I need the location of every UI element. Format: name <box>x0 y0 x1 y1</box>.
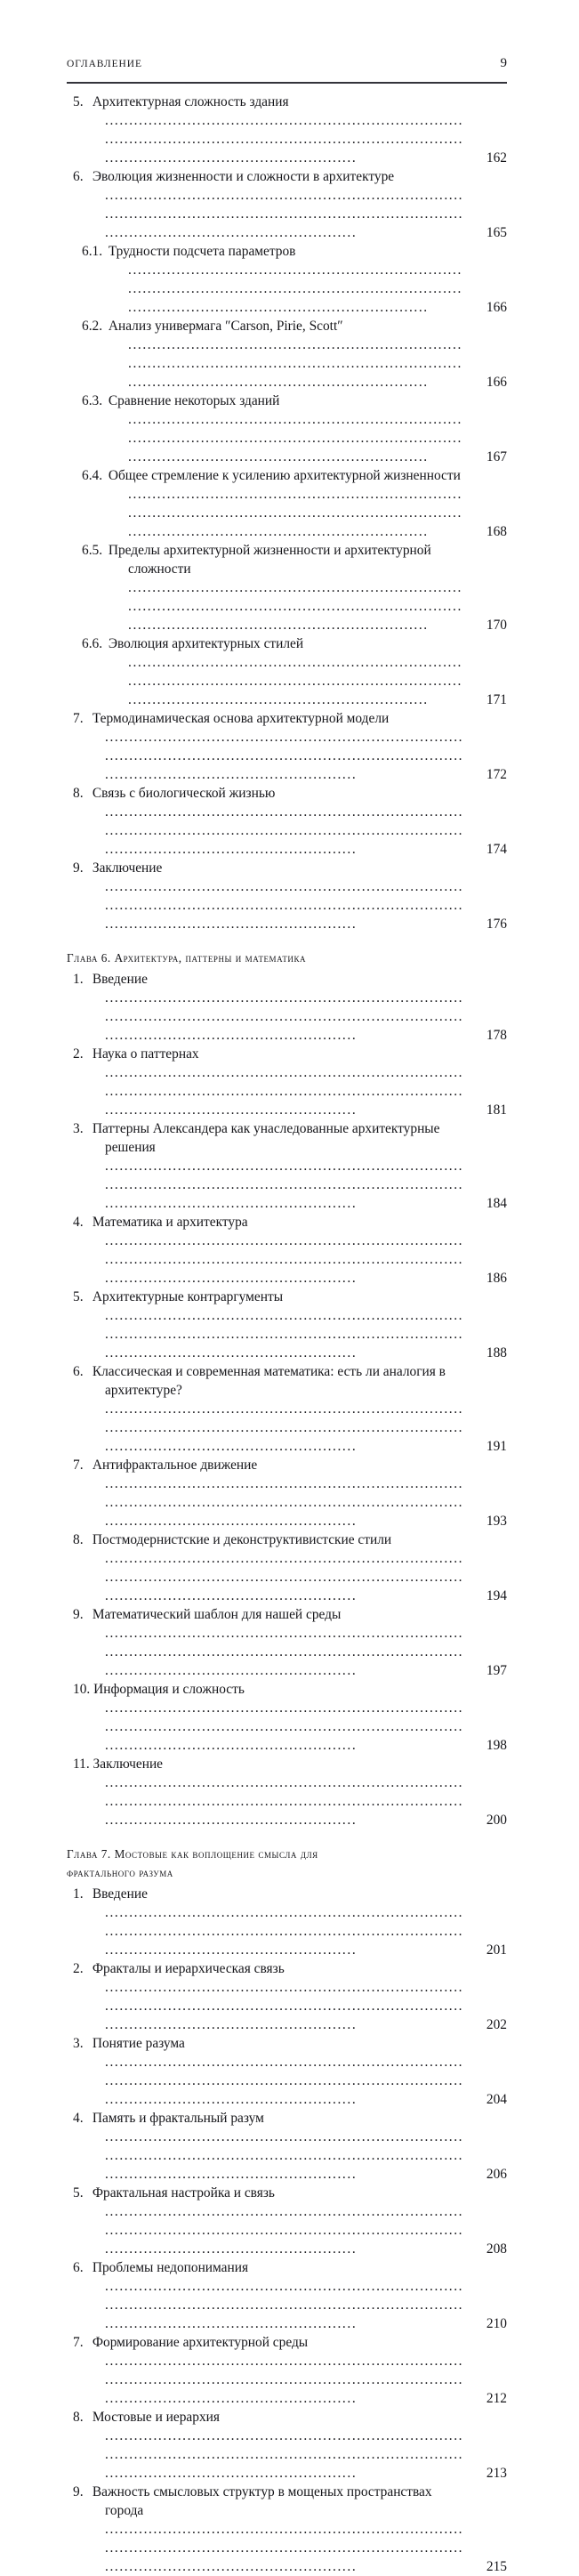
toc-entry-title: Математика и архитектура <box>92 1215 248 1230</box>
toc-leader-dots: ........................................................................................................................................................................................................ <box>105 2129 464 2182</box>
header-rule <box>67 82 507 84</box>
toc-entry[interactable]: 1. Введение ........................................................................................................................................................................................................ 178 <box>73 972 507 1043</box>
toc-leader-dots: ........................................................................................................................................................................................................ <box>105 1775 464 1828</box>
toc-entry-number: 10. <box>73 1682 91 1697</box>
toc-entry[interactable]: 7. Формирование архитектурной среды ........................................................................................................................................................................................................ 212 <box>73 2335 507 2406</box>
toc-entry-title: Понятие разума <box>92 2036 185 2051</box>
toc-entry-page-number: 191 <box>486 1439 507 1454</box>
toc-leader-dots: ........................................................................................................................................................................................................ <box>105 188 464 240</box>
toc-entry-title: Введение <box>92 1886 148 1902</box>
toc-chapter-heading[interactable] <box>67 1829 507 1885</box>
toc-entry-title: Архитектурная сложность здания <box>92 94 289 109</box>
toc-entry-number: 11. <box>73 1756 90 1772</box>
toc-entry[interactable]: 4. Память и фрактальный разум ........................................................................................................................................................................................................ 206 <box>73 2111 507 2182</box>
toc-entry-page-number: 162 <box>486 150 507 166</box>
toc-entry[interactable] <box>73 1755 507 1829</box>
toc-entry-title: Введение <box>92 972 148 987</box>
toc-entry-page-number: 170 <box>486 618 507 633</box>
toc-entry-page-number: 174 <box>486 842 507 857</box>
toc-entry[interactable]: 5. Архитектурная сложность здания ........................................................................................................................................................................................................ 162 <box>73 94 507 166</box>
toc-entry-page-number: 181 <box>486 1102 507 1118</box>
toc-leader-dots: ........................................................................................................................................................................................................ <box>128 580 462 633</box>
toc-leader-dots: ........................................................................................................................................................................................................ <box>128 655 462 707</box>
toc-entry[interactable]: 2. Фракталы и иерархическая связь ........................................................................................................................................................................................................ 202 <box>73 1961 507 2032</box>
toc-leader-dots: ........................................................................................................................................................................................................ <box>105 990 464 1043</box>
toc-entry-title: Постмодернистские и деконструктивистские стили <box>92 1532 392 1547</box>
toc-leader-dots: ........................................................................................................................................................................................................ <box>105 2428 464 2481</box>
toc-leader-dots: ........................................................................................................................................................................................................ <box>105 113 464 166</box>
toc-entry-page-number: 188 <box>486 1345 507 1361</box>
toc-entry-title: Архитектурные контраргументы <box>92 1289 284 1304</box>
running-head <box>67 56 507 77</box>
table-of-contents <box>67 93 507 2576</box>
toc-entry-page-number: 172 <box>486 767 507 782</box>
toc-leader-dots: ........................................................................................................................................................................................................ <box>128 487 462 539</box>
toc-entry[interactable]: 6.2. Анализ универмага ″Carson, Pirie, Scott″ ........................................................................................................................................................................................................ 166 <box>82 319 507 390</box>
toc-entry[interactable]: 2. Наука о паттернах ........................................................................................................................................................................................................ 181 <box>73 1046 507 1118</box>
toc-entry[interactable]: 9. Заключение ........................................................................................................................................................................................................ 176 <box>73 860 507 932</box>
toc-leader-dots: ........................................................................................................................................................................................................ <box>105 1980 464 2032</box>
toc-entry-title: Классическая и современная математика: есть ли аналогия в архитектуре? <box>92 1364 446 1398</box>
toc-entry-title: Формирование архитектурной среды <box>92 2335 309 2350</box>
toc-leader-dots: ........................................................................................................................................................................................................ <box>105 2279 464 2331</box>
toc-entry[interactable]: 7. Антифрактальное движение ........................................................................................................................................................................................................ 193 <box>73 1458 507 1529</box>
toc-entry-title: Память и фрактальный разум <box>92 2111 264 2126</box>
toc-entry-title: Математический шаблон для нашей среды <box>92 1607 342 1622</box>
toc-entry-page-number: 202 <box>486 2017 507 2032</box>
toc-entry-page-number: 176 <box>486 917 507 932</box>
toc-entry-page-number: 197 <box>486 1663 507 1678</box>
toc-entry-page-number: 165 <box>486 225 507 240</box>
toc-entry-page-number: 201 <box>486 1942 507 1958</box>
toc-entry-title: Сравнение некоторых зданий <box>108 393 280 408</box>
toc-entry-title: Фракталы и иерархическая связь <box>92 1961 285 1976</box>
toc-leader-dots: ........................................................................................................................................................................................................ <box>105 1476 464 1529</box>
toc-entry[interactable]: 6.3. Сравнение некоторых зданий ........................................................................................................................................................................................................ 167 <box>82 393 507 464</box>
toc-entry-page-number: 204 <box>486 2092 507 2107</box>
toc-chapter-heading-line: фрактального разума <box>67 1866 173 1879</box>
toc-entry[interactable]: 6.6. Эволюция архитектурных стилей ........................................................................................................................................................................................................ 171 <box>82 636 507 707</box>
toc-leader-dots: ........................................................................................................................................................................................................ <box>105 1401 464 1454</box>
toc-entry-page-number: 206 <box>486 2167 507 2182</box>
toc-entry-title: Мостовые и иерархия <box>92 2410 220 2425</box>
toc-chapter-heading-line: Глава 6. Архитектура, паттерны и математика <box>67 951 307 965</box>
toc-leader-dots: ........................................................................................................................................................................................................ <box>105 879 464 932</box>
toc-entry-title: Антифрактальное движение <box>92 1458 258 1473</box>
toc-entry[interactable] <box>73 1680 507 1755</box>
toc-entry-title: Проблемы недопонимания <box>92 2260 249 2275</box>
toc-entry-title: Трудности подсчета параметров <box>108 244 296 259</box>
toc-entry[interactable]: 6.4. Общее стремление к усилению архитектурной жизненности ........................................................................................................................................................................................................ 168 <box>82 468 507 539</box>
toc-entry-title: Важность смысловых структур в мощеных пространствах города <box>92 2484 432 2518</box>
toc-entry-page-number: 166 <box>486 375 507 390</box>
toc-entry-page-number: 200 <box>486 1813 507 1828</box>
page-number: 9 <box>500 56 507 70</box>
toc-entry[interactable]: 3. Паттерны Александера как унаследованные архитектурные решения ........................................................................................................................................................................................................ 184 <box>73 1121 507 1211</box>
toc-chapter-heading-line: Глава 7. Мостовые как воплощение смысла для <box>67 1847 318 1861</box>
toc-entry-title: Пределы архитектурной жизненности и архитектурной сложности <box>108 543 431 577</box>
toc-entry-page-number: 193 <box>486 1514 507 1529</box>
toc-entry[interactable]: 6. Эволюция жизненности и сложности в архитектуре ........................................................................................................................................................................................................ 165 <box>73 169 507 240</box>
toc-entry[interactable]: 4. Математика и архитектура ........................................................................................................................................................................................................ 186 <box>73 1215 507 1286</box>
toc-entry-page-number: 208 <box>486 2241 507 2257</box>
page-title: ОГЛАВЛЕНИЕ <box>67 59 142 69</box>
toc-entry-page-number: 212 <box>486 2391 507 2406</box>
toc-entry-page-number: 171 <box>486 692 507 707</box>
toc-entry[interactable]: 1. Введение ........................................................................................................................................................................................................ 201 <box>73 1886 507 1958</box>
toc-entry-title: Информация и сложность <box>93 1682 245 1697</box>
toc-entry[interactable]: 6.1. Трудности подсчета параметров ........................................................................................................................................................................................................ 166 <box>82 244 507 315</box>
toc-entry[interactable]: 3. Понятие разума ........................................................................................................................................................................................................ 204 <box>73 2036 507 2107</box>
toc-entry[interactable]: 5. Архитектурные контраргументы ........................................................................................................................................................................................................ 188 <box>73 1289 507 1361</box>
toc-leader-dots: ........................................................................................................................................................................................................ <box>105 2204 464 2257</box>
toc-leader-dots: ........................................................................................................................................................................................................ <box>105 2055 464 2107</box>
toc-entry[interactable]: 6. Проблемы недопонимания ........................................................................................................................................................................................................ 210 <box>73 2260 507 2331</box>
toc-entry[interactable]: 9. Математический шаблон для нашей среды ........................................................................................................................................................................................................ 197 <box>73 1607 507 1678</box>
toc-entry-title: Фрактальная настройка и связь <box>92 2185 275 2201</box>
toc-entry-title: Наука о паттернах <box>92 1046 199 1062</box>
toc-entry-page-number: 168 <box>486 524 507 539</box>
toc-entry-title: Заключение <box>92 860 163 876</box>
toc-entry-title: Заключение <box>92 1756 164 1772</box>
toc-entry-page-number: 194 <box>486 1588 507 1603</box>
toc-leader-dots: ........................................................................................................................................................................................................ <box>105 1065 464 1118</box>
toc-entry-page-number: 184 <box>486 1196 507 1211</box>
toc-leader-dots: ........................................................................................................................................................................................................ <box>105 1626 464 1678</box>
toc-entry-title: Анализ универмага ″Carson, Pirie, Scott″ <box>108 319 343 334</box>
toc-entry[interactable]: 5. Фрактальная настройка и связь ........................................................................................................................................................................................................ 208 <box>73 2185 507 2257</box>
toc-leader-dots: ........................................................................................................................................................................................................ <box>128 412 462 464</box>
toc-leader-dots: ........................................................................................................................................................................................................ <box>105 2354 464 2406</box>
toc-entry-page-number: 213 <box>486 2466 507 2481</box>
toc-leader-dots: ........................................................................................................................................................................................................ <box>105 1700 464 1753</box>
toc-entry[interactable]: 8. Связь с биологической жизнью ........................................................................................................................................................................................................ 174 <box>73 786 507 857</box>
toc-leader-dots: ........................................................................................................................................................................................................ <box>105 1905 464 1958</box>
toc-leader-dots: ........................................................................................................................................................................................................ <box>128 337 462 390</box>
toc-leader-dots: ........................................................................................................................................................................................................ <box>105 1159 464 1211</box>
toc-entry-page-number: 167 <box>486 449 507 464</box>
toc-entry-title: Связь с биологической жизнью <box>92 786 276 801</box>
toc-leader-dots: ........................................................................................................................................................................................................ <box>105 1233 464 1286</box>
toc-entry[interactable]: 9. Важность смысловых структур в мощеных пространствах города ........................................................................................................................................................................................................ 215 <box>73 2484 507 2574</box>
toc-entry-page-number: 198 <box>486 1738 507 1753</box>
toc-entry-title: Эволюция жизненности и сложности в архитектуре <box>92 169 395 184</box>
toc-entry[interactable]: 6. Классическая и современная математика: есть ли аналогия в архитектуре? ........................................................................................................................................................................................................ 191 <box>73 1364 507 1454</box>
toc-entry-page-number: 178 <box>486 1028 507 1043</box>
toc-entry-page-number: 210 <box>486 2316 507 2331</box>
toc-leader-dots: ........................................................................................................................................................................................................ <box>105 1308 464 1361</box>
toc-chapter-heading[interactable] <box>67 933 507 970</box>
toc-leader-dots: ........................................................................................................................................................................................................ <box>105 730 464 782</box>
toc-leader-dots: ........................................................................................................................................................................................................ <box>105 1551 464 1603</box>
toc-leader-dots: ........................................................................................................................................................................................................ <box>105 2522 464 2574</box>
toc-entry-page-number: 186 <box>486 1271 507 1286</box>
toc-leader-dots: ........................................................................................................................................................................................................ <box>105 804 464 857</box>
toc-entry-title: Общее стремление к усилению архитектурной жизненности <box>108 468 461 483</box>
toc-entry[interactable]: 8. Мостовые и иерархия ........................................................................................................................................................................................................ 213 <box>73 2410 507 2481</box>
toc-entry-title: Паттерны Александера как унаследованные архитектурные решения <box>92 1121 440 1155</box>
toc-entry-page-number: 166 <box>486 300 507 315</box>
toc-entry[interactable]: 8. Постмодернистские и деконструктивистские стили ........................................................................................................................................................................................................ 194 <box>73 1532 507 1603</box>
toc-leader-dots: ........................................................................................................................................................................................................ <box>128 262 462 315</box>
toc-entry[interactable]: 6.5. Пределы архитектурной жизненности и архитектурной сложности ........................................................................................................................................................................................................ 170 <box>82 543 507 633</box>
toc-entry-title: Термодинамическая основа архитектурной модели <box>92 711 390 726</box>
toc-entry[interactable]: 7. Термодинамическая основа архитектурной модели ........................................................................................................................................................................................................ 172 <box>73 711 507 782</box>
toc-entry-page-number: 215 <box>486 2559 507 2574</box>
toc-entry-title: Эволюция архитектурных стилей <box>108 636 304 651</box>
